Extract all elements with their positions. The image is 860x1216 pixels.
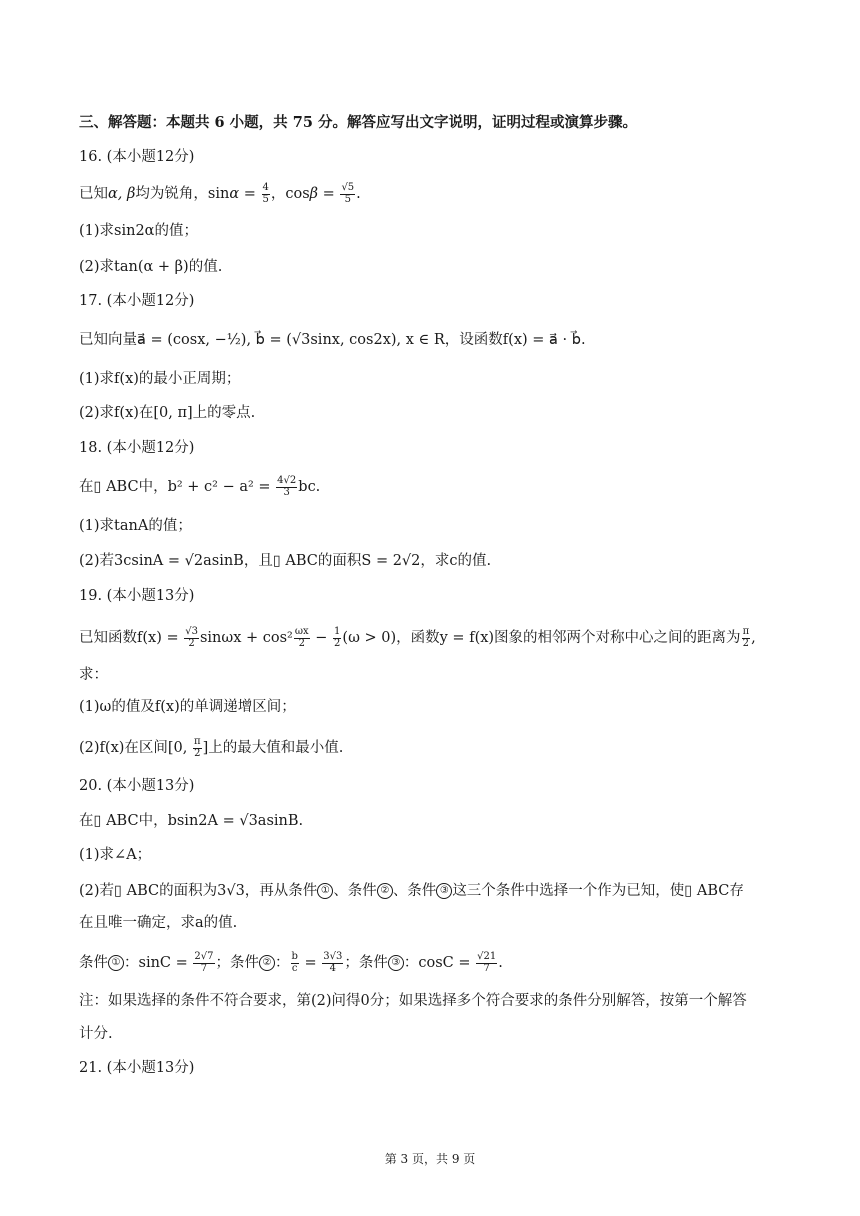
q16-alpha: α (229, 186, 240, 202)
q20-fraction: $\frac{√21}{7}$ (477, 951, 497, 974)
q16-fraction: $\frac{4}{5}$ (262, 182, 269, 205)
q20-statement: 在▯ ABC中，bsin2A = √3asinB. (79, 813, 304, 829)
q19-part2: (2)f(x)在区间[0, $\frac{\pi}{2}$ ]上的最大值和最小值. (79, 736, 344, 759)
q16-part1: (1)求sin2α的值； (79, 223, 198, 239)
condition-1-marker: ① (317, 883, 333, 899)
q20-note: 注：如果选择的条件不符合要求，第(2)问得0分；如果选择多个符合要求的条件分别解答，按第一个解答 (79, 993, 747, 1009)
q19-part1: (1)ω的值及f(x)的单调递增区间； (79, 699, 296, 715)
q20-fraction: $\frac{2√7}{7}$ (194, 951, 214, 974)
q18-statement (79, 476, 320, 498)
q17-statement: 已知向量a⃗ = (cosx, −½), b⃗ = (√3sinx, cos2x), x ∈ R，设函数f(x) = a⃗ · b⃗. (79, 332, 586, 348)
q16-text: ，cos (270, 186, 310, 202)
q18-text: 在▯ ABC中，b² + c² − a² = (79, 479, 276, 495)
condition-3-marker: ③ (388, 955, 404, 971)
q16-part2: (2)求tan(α + β)的值. (79, 259, 223, 275)
q19-fraction: $\frac{\pi}{2}$ (742, 626, 750, 649)
q18-part1: (1)求tanA的值； (79, 518, 192, 534)
q19-continuation: 求： (79, 667, 108, 683)
q16-fraction: $\frac{√5}{5}$ (341, 182, 355, 205)
q16-beta: β (309, 186, 319, 202)
q16-text: 均为锐角，sin (135, 186, 230, 202)
q16-heading: 16. (本小题12分) (79, 149, 195, 165)
q20-part2-cont: 在且唯一确定，求a的值. (79, 915, 238, 931)
q16-text: 已知 (79, 186, 108, 202)
q16-eq: = (239, 186, 261, 202)
q21-heading: 21. (本小题13分) (79, 1060, 195, 1076)
q16-eq: = (318, 186, 340, 202)
condition-3-marker: ③ (436, 883, 452, 899)
q18-fraction: $\frac{4√2}{3}$ (277, 475, 297, 498)
q20-fraction: $\frac{3√3}{4}$ (323, 951, 343, 974)
q19-fraction: $\frac{\omega x}{2}$ (294, 626, 309, 649)
q19-heading: 19. (本小题13分) (79, 588, 195, 604)
condition-2-marker: ② (377, 883, 393, 899)
q18-part2: (2)若3csinA = √2asinB，且▯ ABC的面积S = 2√2，求c的值. (79, 553, 492, 569)
q18-heading: 18. (本小题12分) (79, 440, 195, 456)
q17-part1: (1)求f(x)的最小正周期； (79, 371, 241, 387)
q20-part2: (2)若▯ ABC的面积为3√3，再从条件 ① 、条件 ② 、条件 ③ 这三个条件中选择一个作为已知，使▯ ABC存 (79, 883, 744, 899)
q17-heading: 17. (本小题12分) (79, 293, 195, 309)
q16-vars: α, β (108, 186, 136, 202)
page-footer: 第 3 页，共 9 页 (384, 1152, 476, 1166)
q18-text: bc. (298, 479, 321, 495)
condition-2-marker: ② (259, 955, 275, 971)
q20-conditions: 条件 ① ：sinC = $\frac{2√7}{7}$ ；条件 ② ： $\frac{b}{c}$ = $\frac{3√3}{4}$ ；条件 ③ ：cosC = $\frac{√21}{7}$ . (79, 951, 503, 974)
condition-1-marker: ① (108, 955, 124, 971)
q20-part1: (1)求∠A； (79, 847, 152, 863)
q17-part2: (2)求f(x)在[0, π]上的零点. (79, 405, 256, 421)
q19-statement: 已知函数f(x) = $\frac{√3}{2}$ sinωx + cos² $\frac{\omega x}{2}$ − $\frac{1}{2}$ (ω > 0)，函数y = f(x)图象的相邻两个对称中心之间的距离为 $\frac{\pi}{2}$ , (79, 626, 756, 649)
q19-fraction: $\frac{√3}{2}$ (185, 626, 198, 649)
q19-fraction: $\frac{\pi}{2}$ (194, 736, 201, 759)
q20-heading: 20. (本小题13分) (79, 778, 195, 794)
q16-statement: 已知α, β均为锐角，sinα = $\frac{4}{5}$ ，cosβ = $\frac{√5}{5}$ . (79, 182, 361, 205)
q20-note-cont: 计分. (79, 1026, 113, 1042)
q20-fraction: $\frac{b}{c}$ (291, 951, 298, 974)
section-header: 三、解答题：本题共 6 小题，共 75 分。解答应写出文字说明，证明过程或演算步骤。 (79, 114, 637, 131)
q19-fraction: $\frac{1}{2}$ (334, 626, 341, 649)
